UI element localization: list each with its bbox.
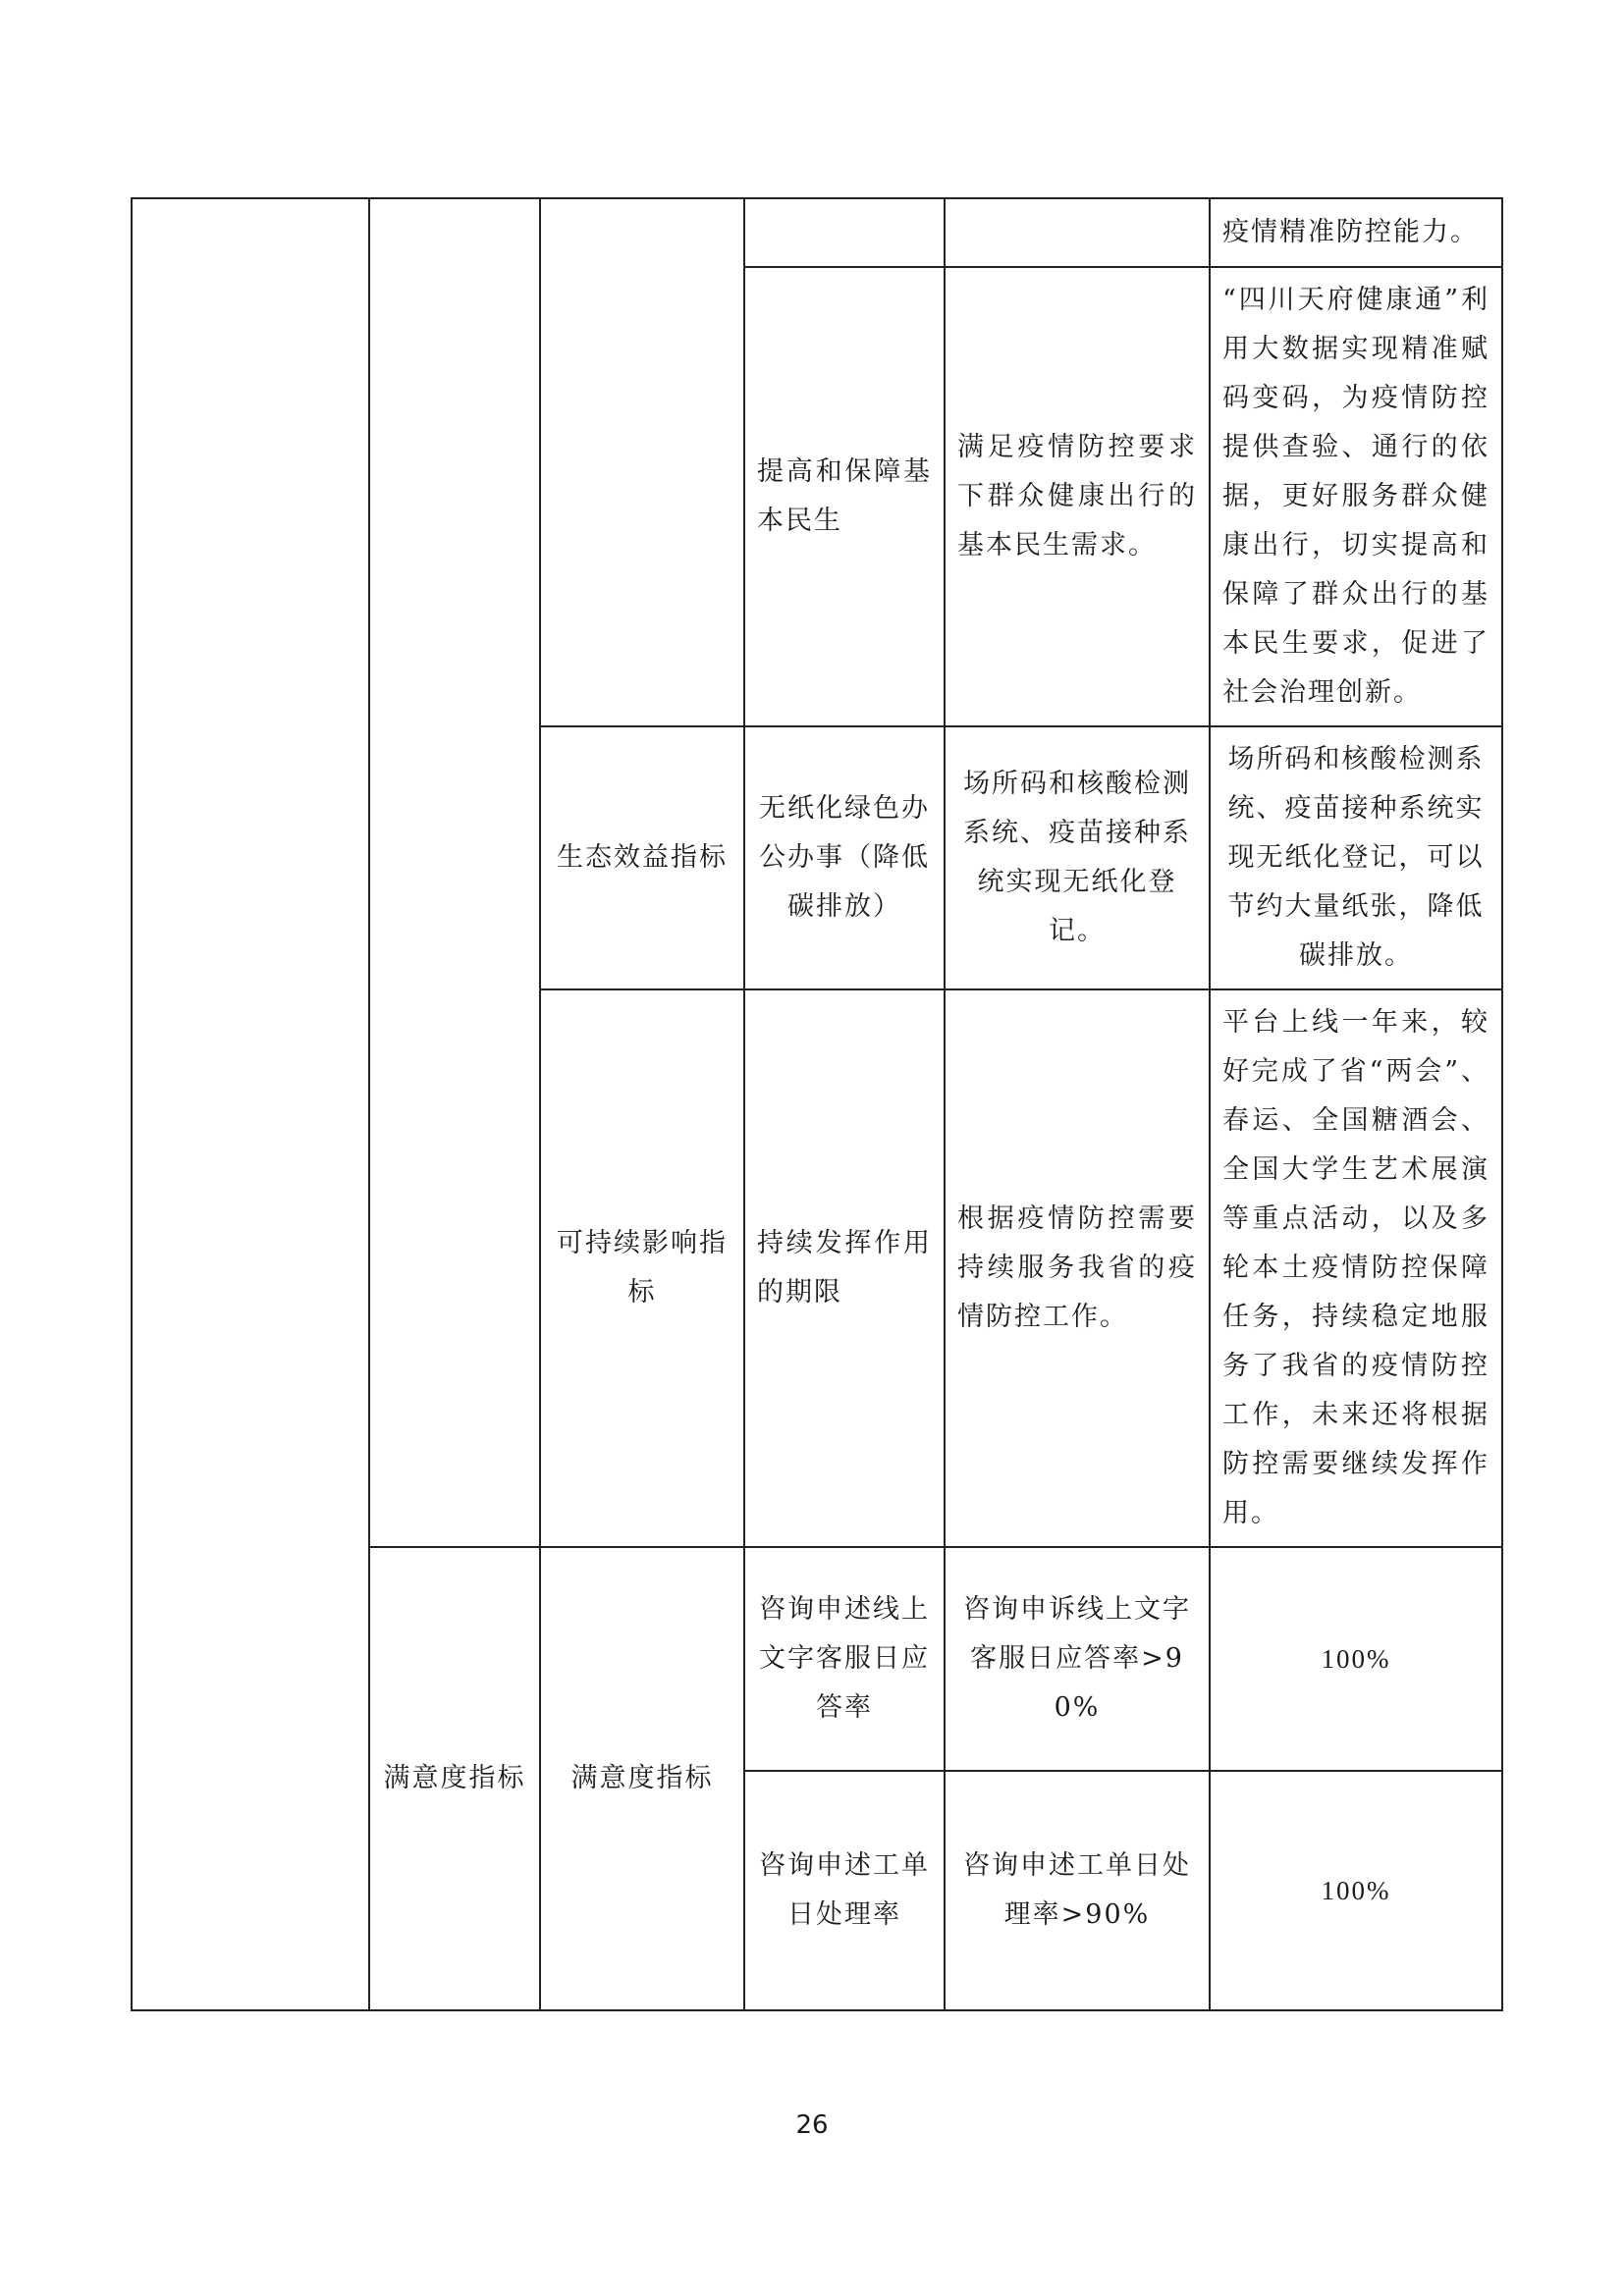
indicator-target-cell: 场所码和核酸检测系统、疫苗接种系统实现无纸化登记。: [945, 726, 1210, 989]
indicator-content-cell: 咨询申述工单日处理率: [744, 1771, 945, 2010]
level1-indicator-cell: [132, 198, 369, 2010]
indicator-content-cell: 提高和保障基本民生: [744, 267, 945, 726]
indicator-content-cell: 咨询申述线上文字客服日应答率: [744, 1547, 945, 1771]
indicator-content-cell: 无纸化绿色办公办事（降低碳排放）: [744, 726, 945, 989]
indicator-result-cell: 疫情精准防控能力。: [1210, 198, 1502, 267]
indicator-target-cell: 满足疫情防控要求下群众健康出行的基本民生需求。: [945, 267, 1210, 726]
level2-indicator-cell: 满意度指标: [369, 1547, 540, 2010]
performance-indicator-table: [131, 197, 1503, 2011]
page-number: 26: [795, 2110, 829, 2140]
indicator-target-cell: 根据疫情防控需要持续服务我省的疫情防控工作。: [945, 989, 1210, 1547]
indicator-result-cell: 100%: [1210, 1547, 1502, 1771]
indicator-result-cell: 100%: [1210, 1771, 1502, 2010]
level3-indicator-cell: [540, 198, 744, 726]
indicator-result-cell: 场所码和核酸检测系统、疫苗接种系统实现无纸化登记，可以节约大量纸张，降低碳排放。: [1210, 726, 1502, 989]
table-row: [132, 198, 1502, 267]
level3-indicator-cell: 生态效益指标: [540, 726, 744, 989]
level2-indicator-cell: [369, 198, 540, 1547]
indicator-target-cell: 咨询申诉线上文字客服日应答率>90%: [945, 1547, 1210, 1771]
indicator-content-cell: [744, 198, 945, 267]
indicator-target-cell: [945, 198, 1210, 267]
indicator-content-cell: 持续发挥作用的期限: [744, 989, 945, 1547]
indicator-result-cell: 平台上线一年来，较好完成了省“两会”、春运、全国糖酒会、全国大学生艺术展演等重点活动，以及多轮本土疫情防控保障任务，持续稳定地服务了我省的疫情防控工作，未来还将根据防控需要继续发挥作用。: [1210, 989, 1502, 1547]
level3-indicator-cell: 可持续影响指标: [540, 989, 744, 1547]
indicator-result-cell: “四川天府健康通”利用大数据实现精准赋码变码，为疫情防控提供查验、通行的依据，更好服务群众健康出行，切实提高和保障了群众出行的基本民生要求，促进了社会治理创新。: [1210, 267, 1502, 726]
indicator-target-cell: 咨询申述工单日处理率>90%: [945, 1771, 1210, 2010]
level3-indicator-cell: 满意度指标: [540, 1547, 744, 2010]
